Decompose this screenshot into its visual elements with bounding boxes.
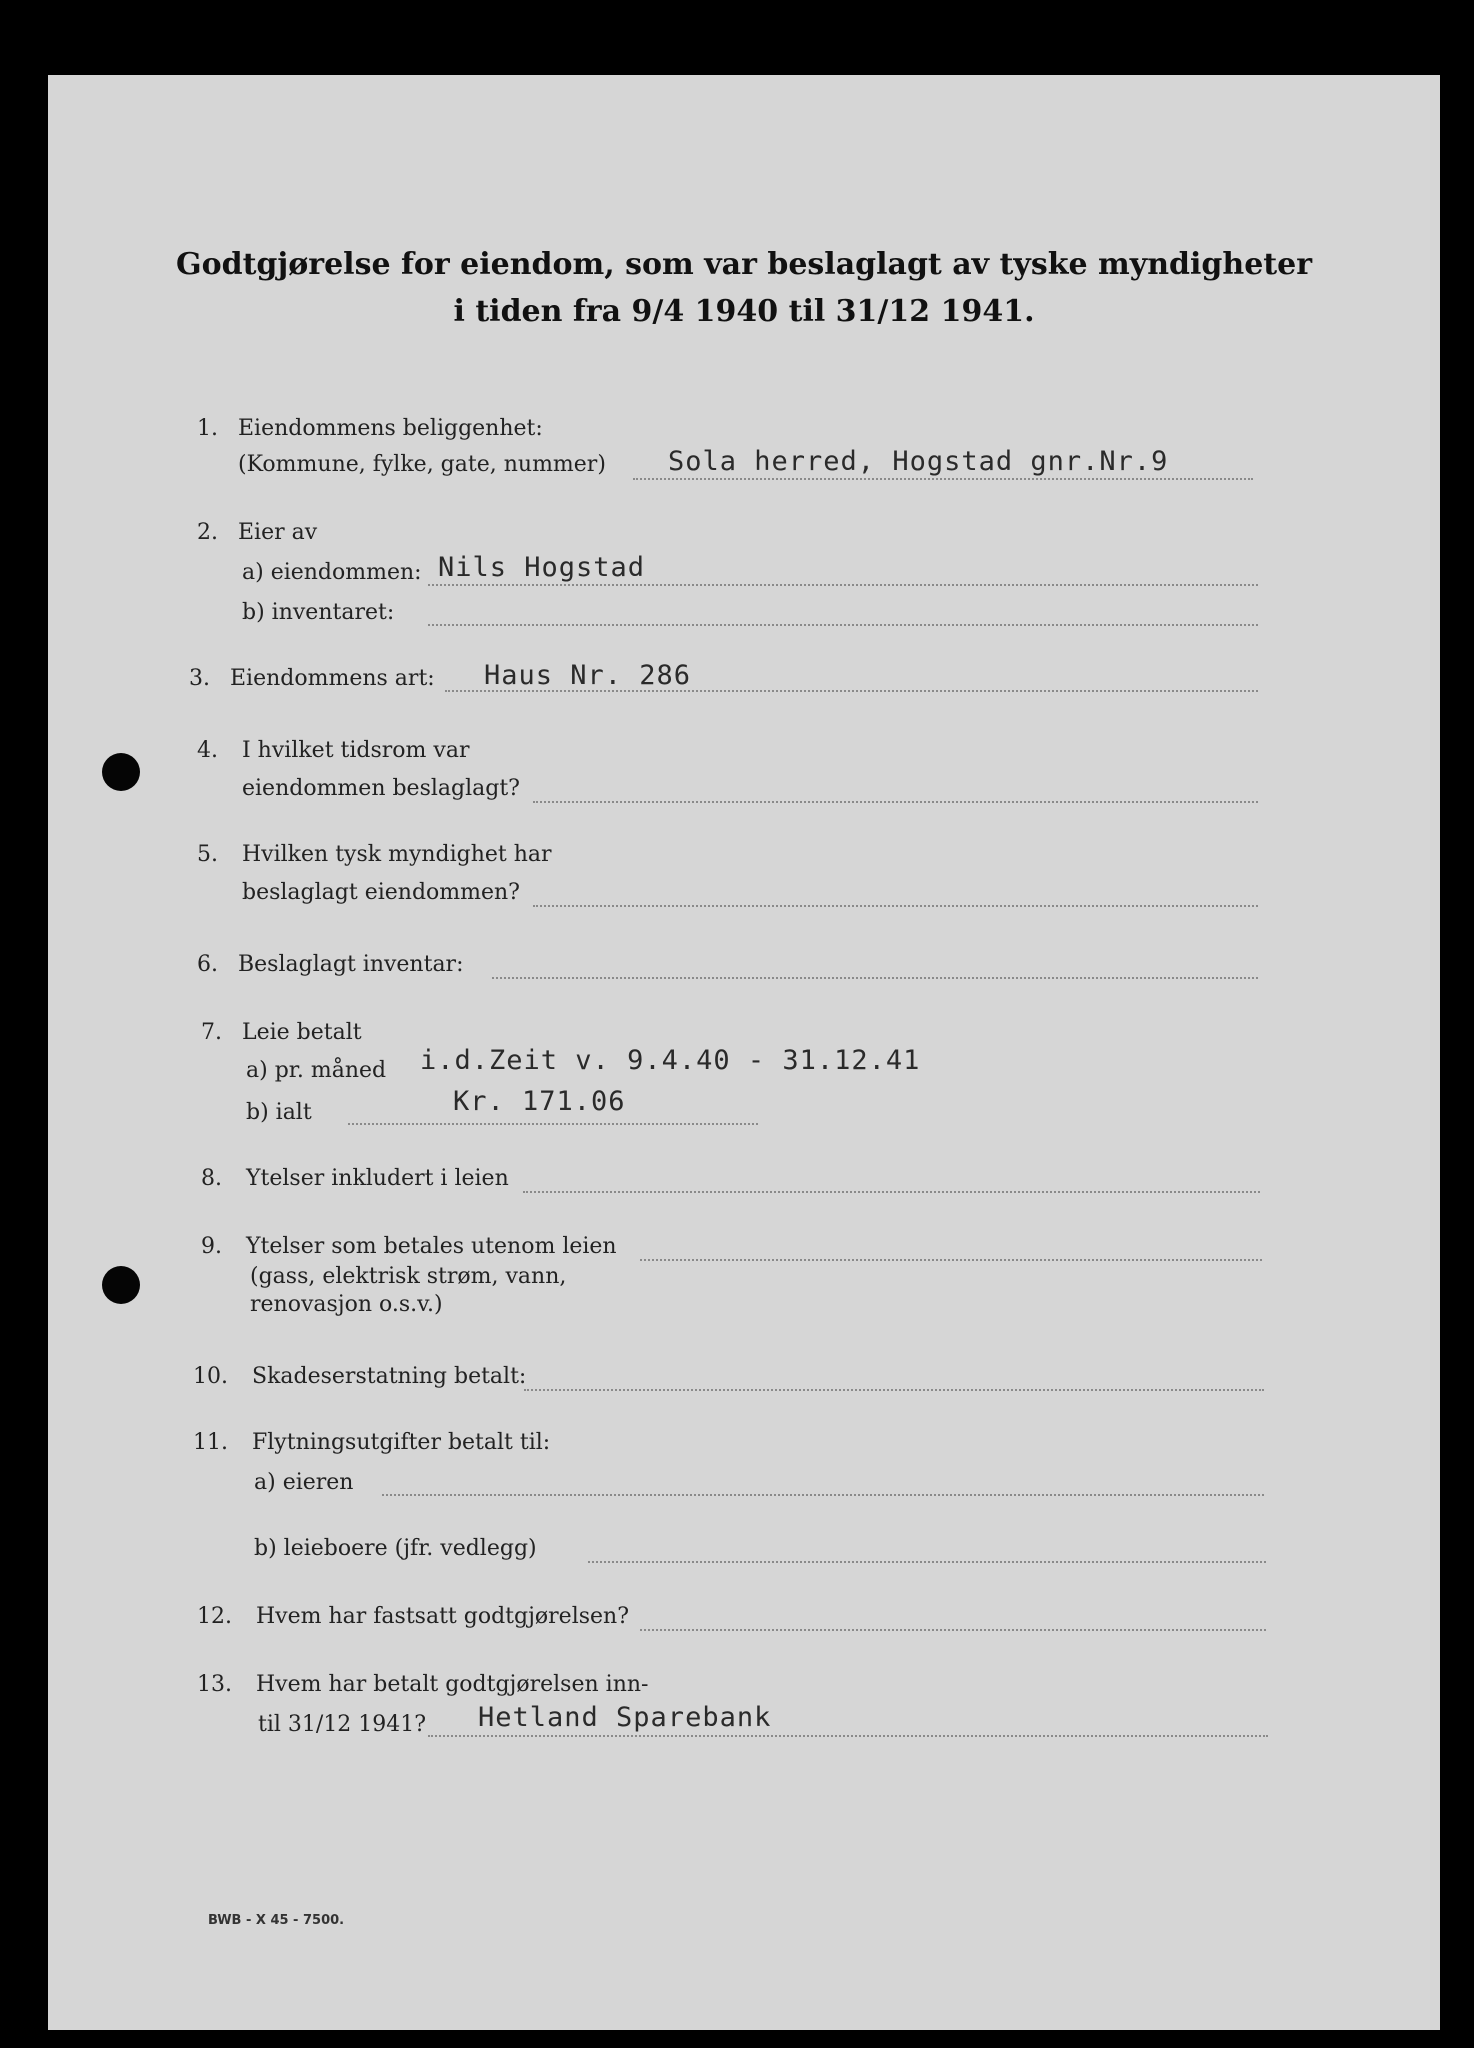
title-line-2: i tiden fra 9/4 1940 til 31/12 1941. (453, 294, 1035, 329)
item-1-sublabel: (Kommune, fylke, gate, nummer) (238, 452, 606, 477)
item-8-answer-line (523, 1191, 1260, 1193)
item-2b-label: b) inventaret: (242, 600, 395, 625)
item-2a-answer: Nils Hogstad (438, 552, 646, 583)
item-11b-label: b) leieboere (jfr. vedlegg) (254, 1536, 537, 1561)
item-11-label: Flytningsutgifter betalt til: (252, 1430, 551, 1455)
item-2b-answer-line (428, 624, 1258, 626)
item-11a-label: a) eieren (254, 1470, 354, 1495)
item-2-number: 2. (197, 520, 218, 545)
item-8-number: 8. (201, 1166, 222, 1191)
item-1-answer-line (633, 478, 1253, 480)
item-13-answer-line (428, 1735, 1268, 1737)
item-4-label: I hvilket tidsrom var (242, 738, 470, 763)
punch-hole-top (102, 753, 140, 791)
item-11-number: 11. (193, 1430, 228, 1455)
item-1-number: 1. (197, 416, 218, 441)
item-13-number: 13. (197, 1672, 232, 1697)
item-1-label: Eiendommens beliggenhet: (238, 416, 543, 441)
item-7-number: 7. (201, 1020, 222, 1045)
item-7-label: Leie betalt (242, 1020, 362, 1045)
item-9-sublabel-2: renovasjon o.s.v.) (250, 1292, 443, 1317)
item-4-sublabel: eiendommen beslaglagt? (242, 776, 520, 801)
item-9-sublabel-1: (gass, elektrisk strøm, vann, (250, 1264, 567, 1289)
form-page (48, 75, 1440, 2030)
item-12-label: Hvem har fastsatt godtgjørelsen? (256, 1604, 630, 1629)
item-7a-label: a) pr. måned (246, 1058, 387, 1083)
item-13-sublabel: til 31/12 1941? (258, 1712, 427, 1737)
item-4-number: 4. (197, 738, 218, 763)
item-7b-label: b) ialt (246, 1100, 312, 1125)
item-9-label: Ytelser som betales utenom leien (246, 1234, 617, 1259)
item-8-label: Ytelser inkludert i leien (246, 1166, 509, 1191)
item-7a-answer: i.d.Zeit v. 9.4.40 - 31.12.41 (420, 1045, 921, 1076)
item-2-label: Eier av (238, 520, 318, 545)
item-3-answer: Haus Nr. 286 (484, 660, 692, 691)
item-5-sublabel: beslaglagt eiendommen? (242, 880, 520, 905)
item-11a-answer-line (382, 1494, 1264, 1496)
item-5-label: Hvilken tysk myndighet har (242, 842, 552, 867)
item-4-answer-line (533, 801, 1258, 803)
item-3-label: Eiendommens art: (230, 666, 435, 691)
title-line-1: Godtgjørelse for eiendom, som var beslaglagt av tyske myndigheter (175, 247, 1313, 282)
item-10-number: 10. (193, 1364, 228, 1389)
item-2a-answer-line (428, 584, 1258, 586)
item-6-label: Beslaglagt inventar: (238, 952, 464, 977)
form-footer-code: BWB - X 45 - 7500. (208, 1913, 345, 1928)
punch-hole-bottom (102, 1266, 140, 1304)
item-12-number: 12. (197, 1604, 232, 1629)
item-9-number: 9. (201, 1234, 222, 1259)
item-3-number: 3. (189, 666, 210, 691)
item-11b-answer-line (588, 1561, 1266, 1563)
item-13-answer: Hetland Sparebank (478, 1702, 772, 1733)
item-5-number: 5. (197, 842, 218, 867)
item-12-answer-line (640, 1629, 1266, 1631)
item-10-answer-line (524, 1389, 1264, 1391)
item-7b-answer-line (348, 1123, 758, 1125)
item-10-label: Skadeserstatning betalt: (252, 1364, 527, 1389)
item-1-answer: Sola herred, Hogstad gnr.Nr.9 (668, 446, 1169, 477)
item-13-label: Hvem har betalt godtgjørelsen inn- (256, 1672, 649, 1697)
item-2a-label: a) eiendommen: (242, 560, 422, 585)
item-7b-answer: Kr. 171.06 (453, 1086, 626, 1117)
item-6-answer-line (492, 977, 1258, 979)
item-9-answer-line (640, 1259, 1262, 1261)
form-title (48, 241, 1440, 335)
item-6-number: 6. (197, 952, 218, 977)
item-5-answer-line (533, 905, 1258, 907)
